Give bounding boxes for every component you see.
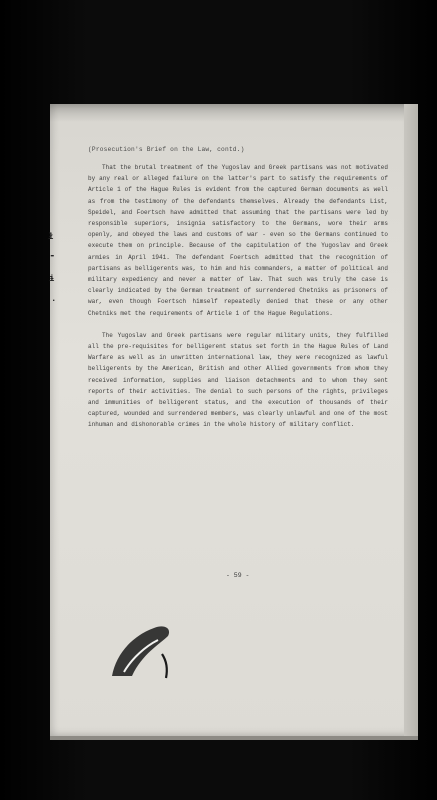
paper-damage-mark	[102, 614, 192, 684]
margin-mark: ɨ	[49, 274, 55, 284]
document-body	[88, 162, 388, 431]
margin-mark: ⁃	[50, 252, 55, 262]
page-right-strip	[404, 104, 418, 736]
page-top-shadow	[50, 104, 418, 122]
document-page	[50, 104, 418, 736]
document-header: (Prosecution's Brief on the Law, contd.)	[88, 146, 245, 153]
paragraph-1: That the brutal treatment of the Yugoslav and Greek partisans was not motivated by any real or alleged failure on the latter's part to satisfy the requirements of Article 1 of the Hague Rules is evident from the captured German documents as well as from the testimony of the defendants themselves. Already the defendants List, Speidel, and Foertsch have admitted that assuming that the partisans were led by responsible superiors, insignia satisfactory to the Germans, wore their arms openly, and obeyed the laws and customs of war - even so the Germans continued to execute them on principle. Because of the capitulation of the Yugoslav and Greek armies in April 1941. The defendant Foertsch admitted that the recognition of partisans as belligerents was, to him and his commanders, a matter of political and military expediency and never a matter of law. That such was truly the case is clearly indicated by the German treatment of surrendered Chetniks as prisoners of war, even though Foertsch himself repeatedly denied that these or any other Chetniks met the requirements of Article 1 of the Hague Regulations.	[88, 164, 388, 317]
margin-mark: ·	[51, 296, 57, 306]
page-number: - 59 -	[226, 572, 250, 579]
margin-mark: ł	[48, 232, 54, 242]
paragraph-2: The Yugoslav and Greek partisans were regular military units, they fulfilled all the pre-requisites for belligerent status set forth in the Hague Rules of Land Warfare as well as in unwritten international law, they were recognized as lawful belligerents by the American, British and other Allied governments from whom they received information, supplies and liaison detachments and to whom they sent reports of their activities. The denial to such persons of the rights, privileges and immunities of belligerent status, and the execution of thousands of their captured, wounded and surrendered members, was clearly unlawful and one of the most inhuman and dishonorable crimes in the whole history of military conflict.	[88, 331, 388, 429]
page-bottom-edge	[50, 736, 418, 740]
